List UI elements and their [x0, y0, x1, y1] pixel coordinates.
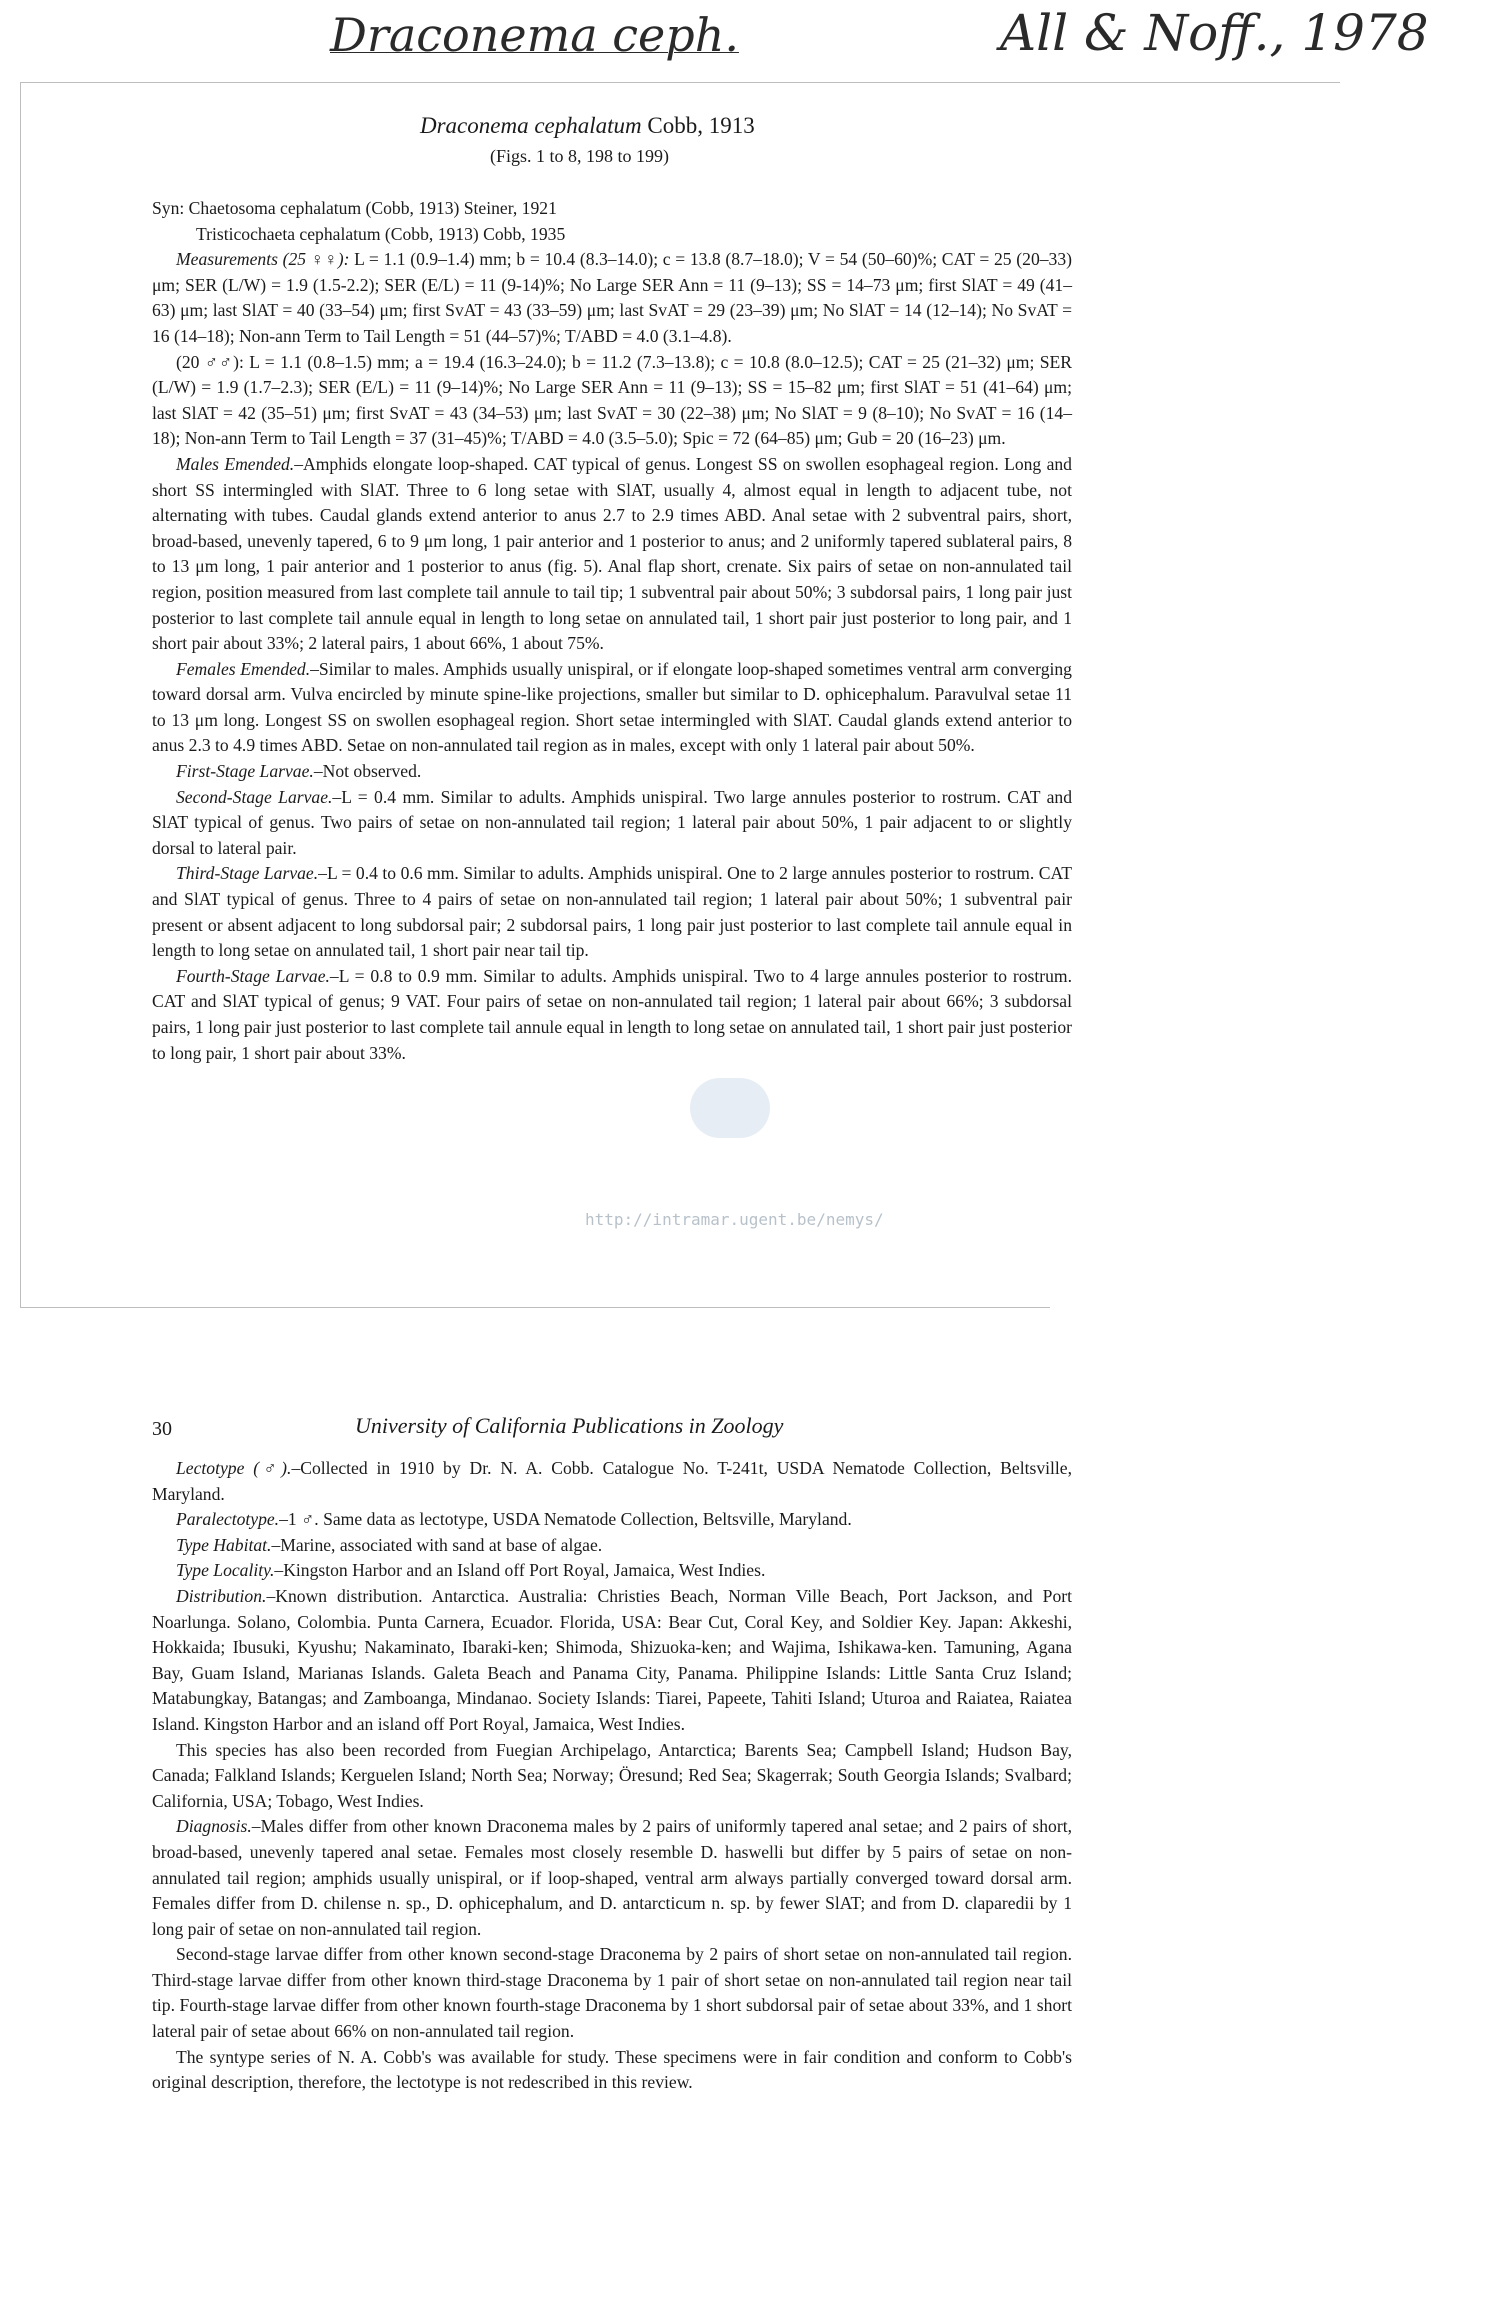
- paragraph-text: –Not observed.: [313, 761, 422, 782]
- paragraph-label: Lectotype (♂).: [176, 1458, 292, 1478]
- paragraph-text: –L = 0.4 to 0.6 mm. Similar to adults. Amphids unispiral. One to 2 large annules posterior to rostrum. CAT and SlAT typical of genus. Three to 4 pairs of setae on non-annulated tail region; 1 lateral pair about 50%; 1 subventral pair present or absent adjacent to long subdorsal pair; 2 subdorsal pairs, 1 long pair just posterior to last complete tail annule equal in length to long setae on annulated tail, 1 short pair near tail tip.: [152, 863, 1072, 961]
- paragraph-text: This species has also been recorded from Fuegian Archipelago, Antarctica; Barents Sea; Campbell Island; Hudson Bay, Canada; Falkland Islands; Kerguelen Island; North Sea; Norway; Öresund; Red Sea; Skagerrak; South Georgia Islands; Svalbard; California, USA; Tobago, West Indies.: [152, 1739, 1072, 1811]
- paragraph-text: (20 ♂♂): L = 1.1 (0.8–1.5) mm; a = 19.4 (16.3–24.0); b = 11.2 (7.3–13.8); c = 10.8 (8.0–12.5); CAT = 25 (21–32) μm; SER (L/W) = 1.9 (1.7–2.3); SER (E/L) = 11 (9–14)%; No Large SER Ann = 11 (9–13); SS = 15–82 μm; first SlAT = 51 (41–64) μm; last SlAT = 42 (35–51) μm; first SvAT = 43 (34–53) μm; last SvAT = 30 (22–38) μm; No SlAT = 9 (8–10); No SvAT = 16 (14–18); Non-ann Term to Tail Length = 37 (31–45)%; T/ABD = 4.0 (3.5–5.0); Spic = 72 (64–85) μm; Gub = 20 (16–23) μm.: [152, 351, 1072, 449]
- paragraph-label: First-Stage Larvae.: [176, 761, 314, 782]
- description-paragraph: [152, 964, 1072, 1066]
- species-title: [420, 113, 755, 139]
- type-material-paragraph: [152, 1738, 1072, 1815]
- paragraph-text: –Amphids elongate loop-shaped. CAT typical of genus. Longest SS on swollen esophageal region. Long and short SS intermingled with SlAT. Three to 6 long setae with SlAT, usually 4, almost equal in length to adjacent tube, not alternating with tubes. Caudal glands extend anterior to anus 2.7 to 2.9 times ABD. Anal setae with 2 subventral pairs, short, broad-based, unevenly tapered, 6 to 9 μm long, 1 pair anterior and 1 posterior to anus; and 2 uniformly tapered sublateral pairs, 8 to 13 μm long, 1 pair anterior and 1 posterior to anus (fig. 5). Anal flap short, crenate. Six pairs of setae on non-annulated tail region, position measured from last complete tail annule to tail tip; 1 subventral pair about 50%; 3 subdorsal pairs, 1 long pair just posterior to last complete tail annule equal in length to long setae on annulated tail, 1 short pair just posterior to long pair, and 1 short pair about 33%; 2 lateral pairs, 1 about 66%, 1 about 75%.: [152, 453, 1072, 654]
- species-author: Cobb, 1913: [647, 113, 755, 138]
- figures-reference: (Figs. 1 to 8, 198 to 199): [490, 146, 670, 166]
- paragraph-label: Third-Stage Larvae.: [176, 863, 319, 884]
- description-paragraph: [152, 196, 1072, 222]
- description-paragraph: [152, 247, 1072, 349]
- type-material-paragraph: [152, 1558, 1072, 1584]
- type-material-paragraph: [152, 1814, 1072, 1942]
- type-material-paragraph: [152, 1584, 1072, 1738]
- description-paragraph: [152, 657, 1072, 759]
- paragraph-label: Distribution.: [176, 1585, 267, 1606]
- handwritten-genus-note: Draconema ceph.: [330, 8, 739, 62]
- type-material-block: [152, 1456, 1072, 2096]
- paragraph-text: –Known distribution. Antarctica. Australia: Christies Beach, Norman Ville Beach, Port Jackson, and Port Noarlunga. Solano, Colombia. Punta Carnera, Ecuador. Florida, USA: Bear Cut, Coral Key, and Soldier Key. Japan: Akkeshi, Hokkaida; Ibusuki, Kyushu; Nakaminato, Ibaraki-ken; Shimoda, Shizuoka-ken; and Wajima, Ishikawa-ken. Tamuning, Agana Bay, Guam Island, Marianas Islands. Galeta Beach and Panama City, Panama. Philippine Islands: Little Santa Cruz Island; Matabungkay, Batangas; and Zamboanga, Mindanao. Society Islands: Tiarei, Papeete, Tahiti Island; Uturoa and Raiatea, Raiatea Island. Kingston Harbor and an island off Port Royal, Jamaica, West Indies.: [152, 1585, 1072, 1734]
- paragraph-text: Second-stage larvae differ from other known second-stage Draconema by 2 pairs of short setae on non-annulated tail region. Third-stage larvae differ from other known third-stage Draconema by 1 pair of short setae on non-annulated tail region near tail tip. Fourth-stage larvae differ from other known fourth-stage Draconema by 1 short subdorsal pair of setae about 33%, and 1 short lateral pair of setae about 66% on non-annulated tail region.: [152, 1944, 1072, 2042]
- type-material-paragraph: [152, 1533, 1072, 1559]
- paragraph-text: –L = 0.4 mm. Similar to adults. Amphids unispiral. Two large annules posterior to rostrum. CAT and SlAT typical of genus. Two pairs of setae on non-annulated tail region; 1 lateral pair about 50%, 1 pair adjacent to or slightly dorsal to lateral pair.: [152, 786, 1072, 858]
- paragraph-text: –Marine, associated with sand at base of algae.: [271, 1534, 603, 1555]
- left-frame-rule: [20, 82, 21, 1307]
- paragraph-text: –Similar to males. Amphids usually unispiral, or if elongate loop-shaped sometimes ventral arm converging toward dorsal arm. Vulva encircled by minute spine-like projections, smaller but similar to D. ophicephalum. Paravulval setae 11 to 13 μm long. Longest SS on swollen esophageal region. Short setae intermingled with SlAT. Caudal glands extend anterior to anus 2.3 to 4.9 times ABD. Setae on non-annulated tail region as in males, except with only 1 lateral pair about 50%.: [152, 658, 1072, 756]
- paragraph-text: –L = 0.8 to 0.9 mm. Similar to adults. Amphids unispiral. Two to 4 large annules posterior to rostrum. CAT and SlAT typical of genus; 9 VAT. Four pairs of setae on non-annulated tail region; 1 lateral pair about 66%; 3 subdorsal pairs, 1 long pair just posterior to last complete tail annule equal in length to long setae on annulated tail, 1 short pair just posterior to long pair, 1 short pair about 33%.: [152, 965, 1072, 1063]
- paragraph-label: Syn:: [152, 198, 189, 218]
- paragraph-label: Females Emended.: [176, 658, 311, 679]
- type-material-paragraph: [152, 1456, 1072, 1507]
- paragraph-label: Diagnosis.: [176, 1816, 252, 1837]
- paragraph-text: L = 1.1 (0.9–1.4) mm; b = 10.4 (8.3–14.0); c = 13.8 (8.7–18.0); V = 54 (50–60)%; CAT = 25 (20–33) μm; SER (L/W) = 1.9 (1.5-2.2); SER (E/L) = 11 (9-14)%; No Large SER Ann = 11 (9–13); SS = 14–73 μm; first SlAT = 49 (41–63) μm; last SlAT = 40 (33–54) μm; first SvAT = 43 (33–59) μm; last SvAT = 29 (23–39) μm; No SlAT = 14 (12–14); No SvAT = 16 (14–18); Non-ann Term to Tail Length = 51 (44–57)%; T/ABD = 4.0 (3.1–4.8).: [152, 249, 1072, 346]
- top-frame-rule: [20, 82, 1340, 83]
- paragraph-label: Second-Stage Larvae.: [176, 786, 333, 807]
- watermark-logo: [690, 1078, 770, 1138]
- paragraph-text: Chaetosoma cephalatum (Cobb, 1913) Steiner, 1921: [188, 198, 557, 218]
- type-material-paragraph: [152, 1942, 1072, 2044]
- description-paragraph: [152, 785, 1072, 862]
- description-paragraph: [152, 861, 1072, 963]
- paragraph-text: –1 ♂. Same data as lectotype, USDA Nematode Collection, Beltsville, Maryland.: [279, 1509, 852, 1530]
- running-head: University of California Publications in Zoology: [355, 1413, 784, 1438]
- description-paragraph: [152, 759, 1072, 785]
- paragraph-text: Tristicochaeta cephalatum (Cobb, 1913) Cobb, 1935: [196, 223, 566, 244]
- type-material-paragraph: [152, 1507, 1072, 1533]
- description-paragraph: [152, 452, 1072, 657]
- paragraph-text: The syntype series of N. A. Cobb's was available for study. These specimens were in fair condition and conform to Cobb's original description, therefore, the lectotype is not redescribed in this review.: [152, 2046, 1072, 2093]
- type-material-paragraph: [152, 2045, 1072, 2096]
- paragraph-label: Fourth-Stage Larvae.: [176, 965, 330, 986]
- paragraph-label: Type Habitat.: [176, 1534, 272, 1555]
- paragraph-text: –Kingston Harbor and an Island off Port Royal, Jamaica, West Indies.: [274, 1560, 766, 1581]
- handwritten-author-note: All & Noff., 1978: [1000, 4, 1429, 62]
- description-paragraph: [152, 350, 1072, 452]
- species-name: Draconema cephalatum: [420, 113, 642, 138]
- bottom-frame-rule: [20, 1307, 1050, 1308]
- paragraph-text: –Collected in 1910 by Dr. N. A. Cobb. Catalogue No. T-241t, USDA Nematode Collection, Beltsville, Maryland.: [152, 1458, 1072, 1504]
- paragraph-label: Paralectotype.: [176, 1509, 280, 1530]
- description-paragraph: [152, 222, 1072, 248]
- paragraph-label: Males Emended.: [176, 453, 295, 474]
- watermark-url: http://intramar.ugent.be/nemys/: [585, 1210, 884, 1229]
- paragraph-label: Type Locality.: [176, 1560, 275, 1581]
- page-number: 30: [152, 1418, 172, 1440]
- species-description-block: [152, 196, 1072, 1066]
- paragraph-label: Measurements (25 ♀♀):: [176, 249, 355, 270]
- paragraph-text: –Males differ from other known Draconema males by 2 pairs of uniformly tapered anal setae; and 2 pairs of short, broad-based, unevenly tapered anal setae. Females most closely resemble D. haswelli but differ by 5 pairs of setae on non-annulated tail region; amphids usually unispiral, or if loop-shaped, ventral arm always partially converged toward dorsal arm. Females differ from D. chilense n. sp., D. ophicephalum, and D. antarcticum n. sp. by fewer SlAT; and from D. claparedii by 1 long pair of setae on non-annulated tail region.: [152, 1816, 1072, 1939]
